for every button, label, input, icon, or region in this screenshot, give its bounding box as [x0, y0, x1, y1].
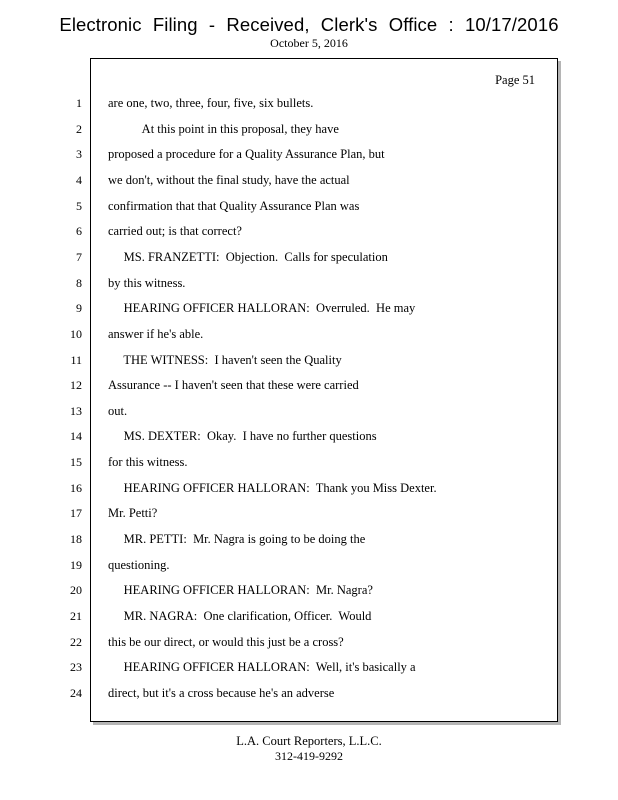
- transcript-line: HEARING OFFICER HALLORAN: Mr. Nagra?: [108, 583, 373, 598]
- line-number: 7: [76, 249, 82, 264]
- transcript-line: At this point in this proposal, they have: [108, 121, 339, 136]
- transcript-line: for this witness.: [108, 455, 188, 470]
- transcript-line: MR. NAGRA: One clarification, Officer. Would: [108, 609, 372, 623]
- reporter-name: L.A. Court Reporters, L.L.C.: [236, 734, 382, 748]
- line-number: 16: [70, 480, 82, 495]
- transcript-line: MS. DEXTER: Okay. I have no further questions: [108, 429, 377, 444]
- line-number: 3: [76, 147, 82, 162]
- line-number: 19: [70, 557, 82, 572]
- transcript-line: are one, two, three, four, five, six bullets.: [108, 96, 314, 110]
- line-number: 14: [70, 429, 82, 444]
- line-number: 4: [76, 172, 82, 187]
- line-number: 10: [70, 326, 82, 341]
- transcript-line: HEARING OFFICER HALLORAN: Thank you Miss Dexter.: [108, 480, 437, 495]
- line-number: 20: [70, 583, 82, 598]
- line-number: 15: [70, 455, 82, 470]
- transcript-line: HEARING OFFICER HALLORAN: Overruled. He may: [108, 301, 416, 316]
- line-number: 13: [70, 403, 82, 418]
- transcript-line: carried out; is that correct?: [108, 224, 242, 239]
- transcript-line: by this witness.: [108, 275, 186, 290]
- line-number: 12: [70, 378, 82, 393]
- transcript-line: MS. FRANZETTI: Objection. Calls for speculation: [108, 249, 388, 264]
- transcript-line: confirmation that that Quality Assurance Plan was: [108, 198, 360, 213]
- transcript-line: Mr. Petti?: [108, 506, 158, 521]
- reporter-phone: 312-419-9292: [275, 749, 343, 763]
- transcript-line: out.: [108, 403, 128, 418]
- line-number: 18: [70, 532, 82, 546]
- transcript-line: Assurance -- I haven't seen that these were carried: [108, 378, 359, 393]
- line-number: 17: [70, 506, 82, 521]
- line-number: 21: [70, 609, 82, 623]
- line-number: 9: [76, 301, 82, 316]
- transcript-line: HEARING OFFICER HALLORAN: Well, it's basically a: [108, 660, 416, 675]
- page-number: Page 51: [495, 73, 535, 87]
- transcript-line: this be our direct, or would this just be a cross?: [108, 634, 344, 649]
- transcript-date: October 5, 2016: [270, 36, 348, 50]
- filing-stamp: Electronic Filing - Received, Clerk's Office : 10/17/2016: [59, 14, 559, 35]
- line-number: 23: [70, 660, 82, 675]
- transcript-line: we don't, without the final study, have the actual: [108, 172, 350, 187]
- line-number: 24: [70, 685, 82, 700]
- transcript-line: proposed a procedure for a Quality Assurance Plan, but: [108, 147, 385, 162]
- transcript-line: MR. PETTI: Mr. Nagra is going to be doing the: [108, 532, 366, 546]
- transcript-line: questioning.: [108, 557, 170, 572]
- transcript-line: direct, but it's a cross because he's an adverse: [108, 685, 335, 700]
- line-number: 5: [76, 198, 82, 213]
- line-number: 11: [70, 352, 82, 367]
- line-number: 8: [76, 275, 82, 290]
- line-number: 6: [76, 224, 82, 239]
- line-number: 22: [70, 634, 82, 649]
- line-number: 1: [76, 96, 82, 110]
- transcript-line: THE WITNESS: I haven't seen the Quality: [108, 352, 342, 367]
- transcript-line: answer if he's able.: [108, 326, 204, 341]
- line-number: 2: [76, 121, 82, 136]
